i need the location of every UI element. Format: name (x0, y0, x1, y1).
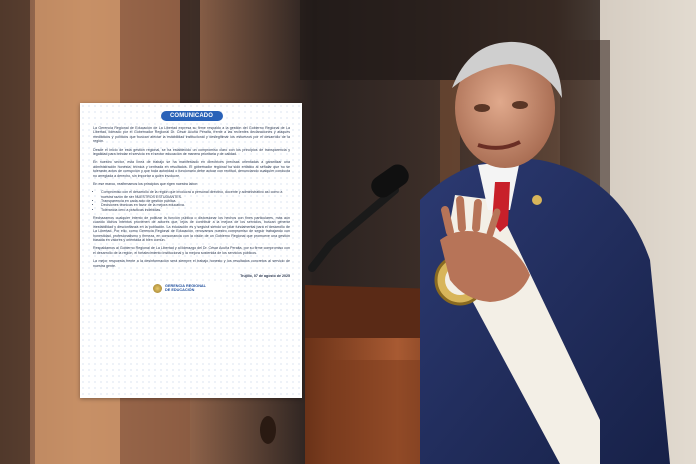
lapel-pin (532, 195, 542, 205)
logo-text-line-1: GERENCIA REGIONAL (165, 283, 206, 288)
doc-paragraph: La Gerencia Regional de Educación de La Libertad expresa su firme respaldo a la gestión del Gobierno Regional de La Libertad, liderado por el Gobernador Regional Dr. César Acuña Peralta, frente a las recientes declaraciones y ataques mediáticos y políticos que buscan afectar la estabilidad institucional y deslegitimar los esfuerzos por el desarrollo de la región. (93, 126, 290, 144)
lectern-ornament (260, 416, 276, 444)
doc-paragraph: En nuestro sector, esta línea de trabajo se ha manifestado en directrices precisas orientadas a garantizar una administración honesta, técnica y centrada en resultados. El gobernador regional ha sido enfático al señalar que no se tolerarán actos de corrupción y que toda autoridad o funcionario debe actuar con rectitud, denunciando cualquier conducta no arreglada a derecho, sin importar a quién involucre. (93, 160, 290, 178)
education-logo (153, 281, 223, 295)
principle-item: • Compromiso con el desarrollo de la región que involucra a personal directivo, docente y administrativo así como a nuestra razón de ser NUESTROS ESTUDIANTES. (101, 190, 290, 199)
logo-text-line-2: DE EDUCACIÓN (165, 288, 195, 293)
doc-paragraph: Rechazamos cualquier intento de politizar la función pública o distorsionar los hechos con fines particulares, más aún cuando dichos intentos provienen de actores que, lejos de contribuir a la mejora de los servicios, buscan generar inestabilidad y desconfianza en la población. La educación es y seguirá siendo un pilar fundamental para el desarrollo de La Libertad. Por ello, como Gerencia Regional de Educación, renovamos nuestro compromiso de seguir trabajando con honestidad, profesionalismo y firmeza, en consonancia con la visión de un Gobierno Regional que promueve una gestión basada en valores y orientada al bien común. (93, 215, 290, 242)
principle-item: • Decisiones técnicas en favor de la mejora educativa. (101, 203, 290, 207)
statement-document (80, 103, 302, 398)
comunicado-badge: COMUNICADO (161, 111, 223, 121)
principle-item: • Transparencia en cada acto de gestión pública. (101, 199, 290, 203)
principles-list (93, 190, 290, 211)
doc-paragraph: En ese marco, reafirmamos los principios que rigen nuestra labor: (93, 182, 198, 187)
seal-icon (153, 284, 162, 293)
doc-paragraph: Respaldamos al Gobierno Regional de La Libertad y al liderazgo del Dr. César Acuña Peralta, por su firme compromiso con el desarrollo de la región, el fortalecimiento institucional y la mejora sostenida de los servicios públicos. (93, 246, 290, 255)
doc-paragraph: La mejor respuesta frente a la desinformación será siempre el trabajo honesto y los resultados concretos al servicio de nuestra gente. (93, 259, 290, 268)
doc-paragraph: Desde el inicio de esta gestión regional, se ha establecido un compromiso claro con los principios de transparencia y legalidad para brindar el servicio en el sector educación de manera prioritaria y de calidad. (93, 147, 290, 157)
principle-item: • Tolerancia cero a prácticas indebidas. (101, 208, 290, 212)
doc-date: Trujillo, 07 de agosto de 2025 (240, 274, 290, 279)
